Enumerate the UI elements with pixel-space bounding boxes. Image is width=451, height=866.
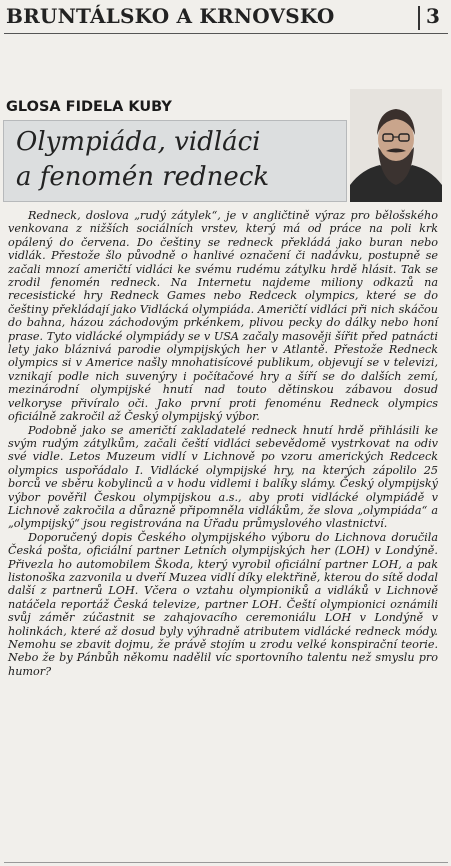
- author-portrait-image: [350, 89, 442, 202]
- section-title: BRUNTÁLSKO A KRNOVSKO: [6, 4, 335, 28]
- paragraph-1: Redneck, doslova „rudý zátylek“, je v angličtině výraz pro bělošského venkovana z nižších sociálních vrstev, který má od práce na poli krk opálený do červena. Do češtiny se redneck překládá jako buran nebo vidlák. Přestože šlo původně o hanlivé označení či nadávku, postupně se začali mnozí američtí vidláci ke svému rudému zátylku hrdě hlásit. Tak se zrodil fenomén redneck. Na Internetu najdeme miliony odkazů na recesistické hry Redneck Games nebo Redceck olympics, které se do češtiny překládají jako Vidlácká olympiáda. Američtí vidláci při nich skáčou do bahna, házou záchodovým prkénkem, plivou pecky do dálky nebo honí prase. Tyto vidlácké olympiády se v USA začaly masověji šířit před patnácti lety jako bláznivá parodie olympijských her v Atlantě. Přestože Redneck olympics si v Americe našly mnohatisícové publikum, objevují se v televizi, vznikají podle nich suvenýry i počítačové hry a šíří se do dalších zemí, mezinárodní olympijské hnutí nad touto dětinskou zábavou dosud velkoryse přivíralo oči. Jako první proti fenoménu Redneck olympics oficiálně zakročil až Český olympijský výbor.: [8, 209, 438, 424]
- page-header: [0, 0, 451, 38]
- article-body: [8, 209, 438, 678]
- author-portrait-drawing: [350, 89, 442, 202]
- headline-box: [3, 120, 347, 202]
- bottom-rule: [4, 862, 448, 863]
- paragraph-2: Podobně jako se američtí zakladatelé redneck hnutí hrdě přihlásili ke svým rudým zátylkům, začali čeští vidláci sebevědomě vystrkovat na odiv své vidle. Letos Muzeum vidlí v Lichnově po vzoru amerických Redceck olympics uspořádalo I. Vidlácké olympijské hry, na kterých zápolilo 25 borců ve sběru kobylinců a v hodu vidlemi i balíky slámy. Český olympijský výbor pověřil Českou olympijskou a.s., aby proti vidlácké olympiádě v Lichnově zakročila a důrazně připomněla vidlákům, že slova „olympiáda“ a „olympijský“ jsou registrována na Úřadu průmyslového vlastnictví.: [8, 423, 438, 531]
- page-number: 3: [426, 4, 440, 28]
- headline-line-1: Olympiáda, vidláci: [16, 127, 261, 157]
- headline-line-2: a fenomén redneck: [16, 162, 270, 192]
- page-number-separator: [418, 6, 420, 30]
- article-kicker: GLOSA FIDELA KUBY: [6, 99, 172, 115]
- header-rule: [4, 33, 448, 34]
- paragraph-3: Doporučený dopis Českého olympijského výboru do Lichnova doručila Česká pošta, oficiální partner Letních olympijských her (LOH) v Londýně. Přivezla ho automobilem Škoda, který vyrobil oficiální partner LOH, a pak listonoška zazvonila u dveří Muzea vidlí díky elektřině, kterou do sítě dodal další z partnerů LOH. Včera o vztahu olympioniků a vidláků v Lichnově natáčela reportáž Česká televize, partner LOH. Čeští olympionici oznámili svůj záměr zúčastnit se zahajovacího ceremoniálu LOH v Londýně v holinkách, které až dosud byly výhradně atributem vidlácké redneck módy. Nemohu se zbavit dojmu, že právě stojím u zrodu velké konspirační teorie. Nebo že by Pánbůh někomu nadělil víc sportovního talentu než smyslu pro humor?: [8, 530, 438, 678]
